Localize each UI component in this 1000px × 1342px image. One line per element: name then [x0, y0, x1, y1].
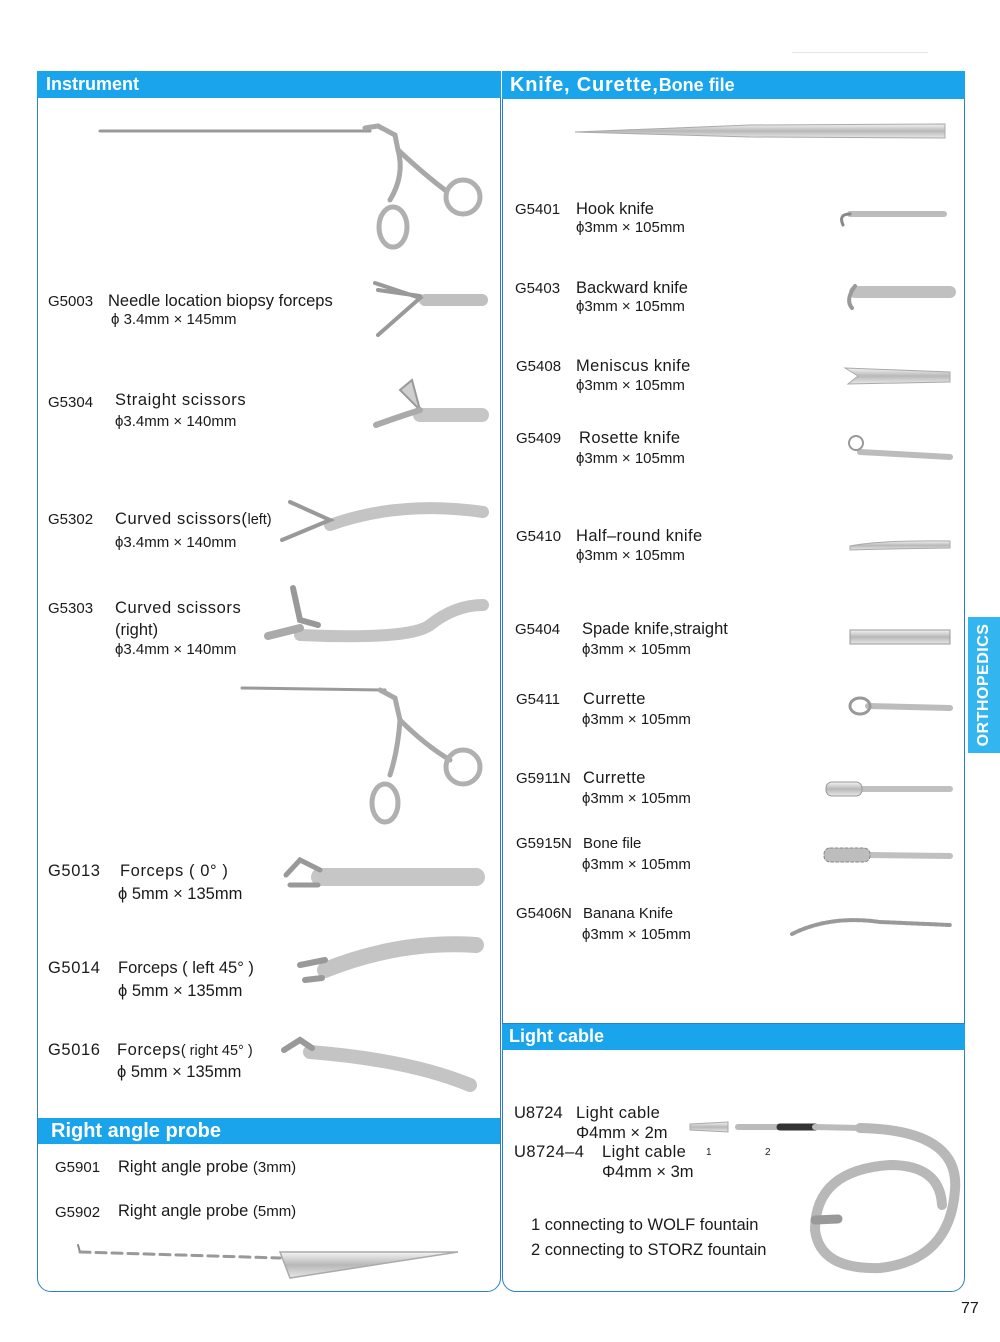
light-cable-connector-illustration [690, 1122, 860, 1132]
item-spec: ϕ 3.4mm × 145mm [111, 311, 237, 328]
straight-scissors-illustration [376, 380, 482, 425]
item-code: G5901 [55, 1159, 101, 1176]
side-tab-label: ORTHOPEDICS [975, 623, 992, 747]
item-spec: ϕ3mm × 105mm [582, 926, 691, 943]
item-name: Currette [583, 690, 646, 708]
item-name-main: Curved scissors( [115, 510, 248, 528]
item-code: G5401 [515, 201, 561, 218]
needle-forceps-illustration [100, 126, 480, 247]
curved-scissors-right-illustration [268, 588, 483, 636]
item-name: Light cable [576, 1104, 661, 1122]
curved-scissors-left-illustration [282, 502, 483, 540]
cable-note: 1 connecting to WOLF fountain [531, 1216, 759, 1234]
item-spec: ϕ3mm × 105mm [576, 298, 685, 315]
item-name: Backward knife [576, 279, 688, 297]
item-spec: ϕ3mm × 105mm [582, 790, 691, 807]
instrument-title: Instrument [46, 74, 140, 94]
item-spec: Φ4mm × 3m [602, 1163, 694, 1181]
item-spec: ϕ 5mm × 135mm [118, 982, 243, 1000]
item-name: Rosette knife [579, 429, 681, 447]
forceps-right-45-illustration [284, 1040, 470, 1085]
item-name: Curved scissors [115, 599, 242, 617]
item-code: G5915N [516, 835, 572, 852]
item-code: U8724–4 [514, 1143, 585, 1161]
currette-illustration [850, 698, 950, 714]
probe-name: Right angle probe [118, 1158, 249, 1176]
item-spec: ϕ3.4mm × 140mm [115, 641, 237, 658]
banana-knife-illustration [792, 920, 950, 934]
knife-handle-illustration [575, 124, 945, 138]
item-code: G5410 [516, 528, 562, 545]
item-code: G5404 [515, 621, 561, 638]
forceps-illustration [242, 688, 480, 822]
item-spec: ϕ3.4mm × 140mm [115, 413, 237, 430]
forceps-0-illustration [286, 860, 476, 885]
item-name: Light cable [602, 1143, 687, 1161]
item-name: Bone file [583, 835, 642, 852]
page-number: 77 [961, 1300, 979, 1317]
item-name: Needle location biopsy forceps [108, 292, 333, 310]
probe-name: Right angle probe [118, 1202, 249, 1220]
item-code: G5303 [48, 600, 94, 617]
item-name-suffix: left) [247, 512, 272, 528]
hook-knife-illustration [842, 214, 944, 225]
knife-title-main: Knife, Curette, [510, 74, 659, 96]
item-name-suffix: ( right 45° ) [180, 1043, 253, 1059]
item-code: G5403 [515, 280, 561, 297]
item-code: G5408 [516, 358, 562, 375]
item-spec: ϕ3mm × 105mm [576, 377, 685, 394]
item-name: Banana Knife [583, 905, 674, 922]
item-name: Meniscus knife [576, 357, 691, 375]
item-name-line2: (right) [115, 621, 159, 639]
spade-knife-illustration [850, 630, 950, 644]
item-name: Currette [583, 769, 646, 787]
connector-mark-1: 1 [706, 1147, 712, 1158]
item-code: G5302 [48, 511, 94, 528]
item-code: G5003 [48, 293, 94, 310]
right-angle-probe-illustration [78, 1245, 458, 1278]
item-name: Hook knife [576, 200, 654, 218]
item-code: G5406N [516, 905, 572, 922]
item-name: Spade knife,straight [582, 620, 728, 638]
meniscus-knife-illustration [845, 368, 950, 384]
item-code: G5409 [516, 430, 562, 447]
knife-title-suffix: Bone file [658, 75, 735, 95]
probe-size: (3mm) [252, 1159, 297, 1176]
bone-file-illustration [824, 848, 950, 862]
light-title: Light cable [509, 1026, 605, 1046]
backward-knife-illustration [849, 286, 950, 308]
item-spec: ϕ3mm × 105mm [582, 856, 691, 873]
item-code: G5411 [516, 691, 560, 708]
item-code: G5016 [48, 1041, 101, 1059]
connector-mark-2: 2 [765, 1147, 771, 1158]
item-spec: ϕ 5mm × 135mm [118, 885, 243, 903]
item-code: G5304 [48, 394, 94, 411]
probe-size: (5mm) [252, 1203, 297, 1220]
rosette-knife-illustration [849, 436, 950, 457]
forceps-left-45-illustration [300, 944, 476, 980]
item-name: Straight scissors [115, 391, 247, 409]
item-spec: ϕ3mm × 105mm [576, 219, 685, 236]
item-code: U8724 [514, 1104, 563, 1122]
item-spec: ϕ3mm × 105mm [576, 450, 685, 467]
item-code: G5013 [48, 862, 101, 880]
item-name: Forceps ( 0° ) [120, 862, 229, 880]
biopsy-forceps-illustration [375, 283, 482, 335]
item-code: G5902 [55, 1204, 101, 1221]
item-code: G5911N [516, 770, 571, 787]
item-name: Forceps ( left 45° ) [118, 959, 254, 977]
item-spec: ϕ3mm × 105mm [582, 711, 691, 728]
item-spec: ϕ3mm × 105mm [576, 547, 685, 564]
light-cable-coil-illustration [815, 1128, 955, 1268]
item-code: G5014 [48, 959, 101, 977]
item-spec: ϕ3.4mm × 140mm [115, 534, 237, 551]
item-spec: ϕ 5mm × 135mm [117, 1063, 242, 1081]
item-name-main: Forceps [117, 1041, 181, 1059]
cable-note: 2 connecting to STORZ fountain [531, 1241, 767, 1259]
item-spec: Φ4mm × 2m [576, 1124, 668, 1142]
half-round-knife-illustration [850, 541, 950, 550]
item-name: Half–round knife [576, 527, 703, 545]
item-spec: ϕ3mm × 105mm [582, 641, 691, 658]
currette-n-illustration [826, 782, 950, 796]
probe-title: Right angle probe [51, 1120, 221, 1142]
